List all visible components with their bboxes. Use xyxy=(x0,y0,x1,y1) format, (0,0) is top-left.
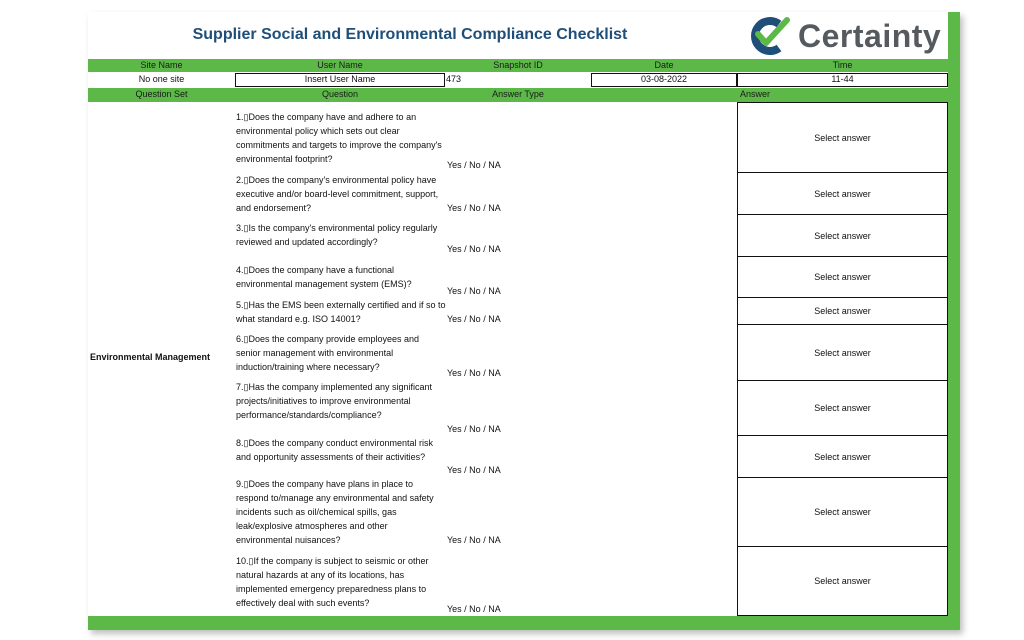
user-name-field[interactable]: Insert User Name xyxy=(235,73,445,87)
question-7: 7.▯Has the company implemented any significant projects/initiatives to improve environmental performance/standards/compliance? xyxy=(236,382,433,420)
question-8: 8.▯Does the company conduct environmental risk and opportunity assessments of their activities? xyxy=(236,438,434,462)
column-header-blank xyxy=(591,88,737,102)
site-name-label: Site Name xyxy=(88,59,235,72)
question-2: 2.▯Does the company's environmental policy have executive and/or board-level commitment, support, and endorsement? xyxy=(236,175,439,213)
time-field[interactable]: 11-44 xyxy=(737,73,948,87)
sheet-border-bottom xyxy=(88,616,960,630)
answer-type-10: Yes / No / NA xyxy=(447,604,501,614)
time-label: Time xyxy=(737,59,948,72)
sheet-border-right xyxy=(948,12,960,630)
user-name-label: User Name xyxy=(235,59,445,72)
answer-type-4: Yes / No / NA xyxy=(447,286,501,296)
column-header-answer: Answer xyxy=(737,88,948,102)
answer-select-9[interactable]: Select answer xyxy=(737,477,948,547)
date-label: Date xyxy=(591,59,737,72)
answer-type-1: Yes / No / NA xyxy=(447,160,501,170)
site-name-field[interactable]: No one site xyxy=(88,73,235,87)
answer-select-4[interactable]: Select answer xyxy=(737,256,948,298)
column-header-answer-type: Answer Type xyxy=(445,88,591,102)
answer-select-10[interactable]: Select answer xyxy=(737,546,948,616)
column-header-question: Question xyxy=(235,88,445,102)
brand-name: Certainty xyxy=(798,18,942,54)
question-9: 9.▯Does the company have plans in place to respond to/manage any environmental and safety incidents such as oil/chemical spills, gas leak/explosive atmospheres and other environmental nuisances? xyxy=(236,479,434,545)
answer-select-3[interactable]: Select answer xyxy=(737,214,948,257)
snapshot-id-field[interactable]: 473 xyxy=(445,73,591,87)
answer-type-2: Yes / No / NA xyxy=(447,203,501,213)
answer-type-6: Yes / No / NA xyxy=(447,368,501,378)
date-field[interactable]: 03-08-2022 xyxy=(591,73,737,87)
question-10: 10.▯If the company is subject to seismic or other natural hazards at any of its locations, has implemented emergency preparedness plans to effectively deal with such events? xyxy=(236,556,429,608)
question-3: 3.▯Is the company's environmental policy regularly reviewed and updated accordingly? xyxy=(236,223,438,247)
answer-select-2[interactable]: Select answer xyxy=(737,172,948,215)
answer-select-5[interactable]: Select answer xyxy=(737,297,948,325)
question-6: 6.▯Does the company provide employees and senior management with environmental induction/training where necessary? xyxy=(236,334,420,372)
answer-type-3: Yes / No / NA xyxy=(447,244,501,254)
page-title: Supplier Social and Environmental Compliance Checklist xyxy=(192,26,628,43)
answer-select-8[interactable]: Select answer xyxy=(737,435,948,478)
answer-select-7[interactable]: Select answer xyxy=(737,380,948,436)
answer-type-8: Yes / No / NA xyxy=(447,465,501,475)
answer-select-1[interactable]: Select answer xyxy=(737,102,948,173)
snapshot-id-label: Snapshot ID xyxy=(445,59,591,72)
answer-type-9: Yes / No / NA xyxy=(447,535,501,545)
answer-type-5: Yes / No / NA xyxy=(447,314,501,324)
answer-type-7: Yes / No / NA xyxy=(447,424,501,434)
question-set-label: Environmental Management xyxy=(90,352,211,362)
question-1: 1.▯Does the company have and adhere to an environmental policy which sets out clear commitments and targets to improve the company's environmental footprint? xyxy=(236,112,442,164)
question-4: 4.▯Does the company have a functional environmental management system (EMS)? xyxy=(236,265,412,289)
column-header-question-set: Question Set xyxy=(88,88,235,102)
question-5: 5.▯Has the EMS been externally certified and if so to what standard e.g. ISO 14001? xyxy=(236,300,446,324)
answer-select-6[interactable]: Select answer xyxy=(737,324,948,381)
